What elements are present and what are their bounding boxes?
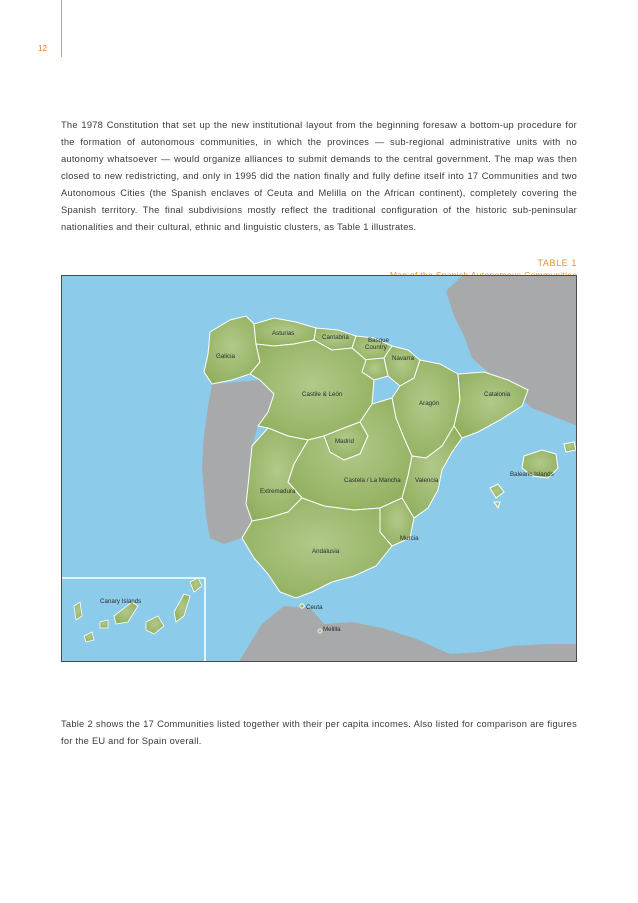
label-ceuta: Ceuta [306,604,323,611]
melilla-marker [318,629,322,633]
africa-land [238,606,577,662]
island-ibiza [490,484,504,498]
closing-paragraph: Table 2 shows the 17 Communities listed together with their per capita incomes. Also listed for comparison are figures for the EU and for Spain overall. [61,719,577,746]
label-castela-la-mancha: Castela / La Mancha [344,477,401,484]
label-valencia: Valencia [415,477,439,484]
canary-inset-frame [62,578,205,662]
intro-paragraph: The 1978 Constitution that set up the new institutional layout from the beginning foresaw a bottom-up procedure for the formation of autonomous communities, in which the provinces — sub-regional administrative units with no autonomy whatsoever — would organize alliances to submit demands to the central government. The map was then closed to new redistricting, and only in 1995 did the nation finally and fully define itself into 17 Communities and two Autonomous Cities (the Spanish enclaves of Ceuta and Melilla on the African continent), completely covering the Spanish territory. The final subdivisions mostly reflect the traditional configuration of the historic sub-peninsular nationalities and their cultural, ethnic and linguistic clusters, as Table 1 illustrates. [61,120,577,232]
header-rule [61,0,62,57]
label-basque-line2: Country [365,344,387,351]
label-galicia: Galicia [216,353,235,360]
label-cantabria: Cantabria [322,334,349,341]
label-navarra: Navarra [392,355,415,362]
label-canary: Canary Islands [100,598,142,605]
spain-map [61,275,577,662]
label-castile-leon: Castile & León [302,391,343,398]
map-svg [62,276,577,662]
label-aragon: Aragón [419,400,439,407]
ceuta-marker [300,604,304,608]
label-melilla: Melilla [323,626,341,633]
label-murcia: Murcia [400,535,419,542]
label-andalusia: Andalusia [312,548,340,555]
island-formentera [494,502,500,508]
label-asturias: Asturias [272,330,295,337]
label-madrid: Madrid [335,438,354,445]
page-number: 12 [38,44,47,53]
label-extremadura: Extremadura [260,488,296,495]
table-label: TABLE 1 [537,258,577,268]
label-balearic: Balearic Islands [510,471,554,478]
label-basque-line1: Basque [368,337,389,344]
island-menorca [564,442,576,452]
label-catalonia: Catalonia [484,391,511,398]
